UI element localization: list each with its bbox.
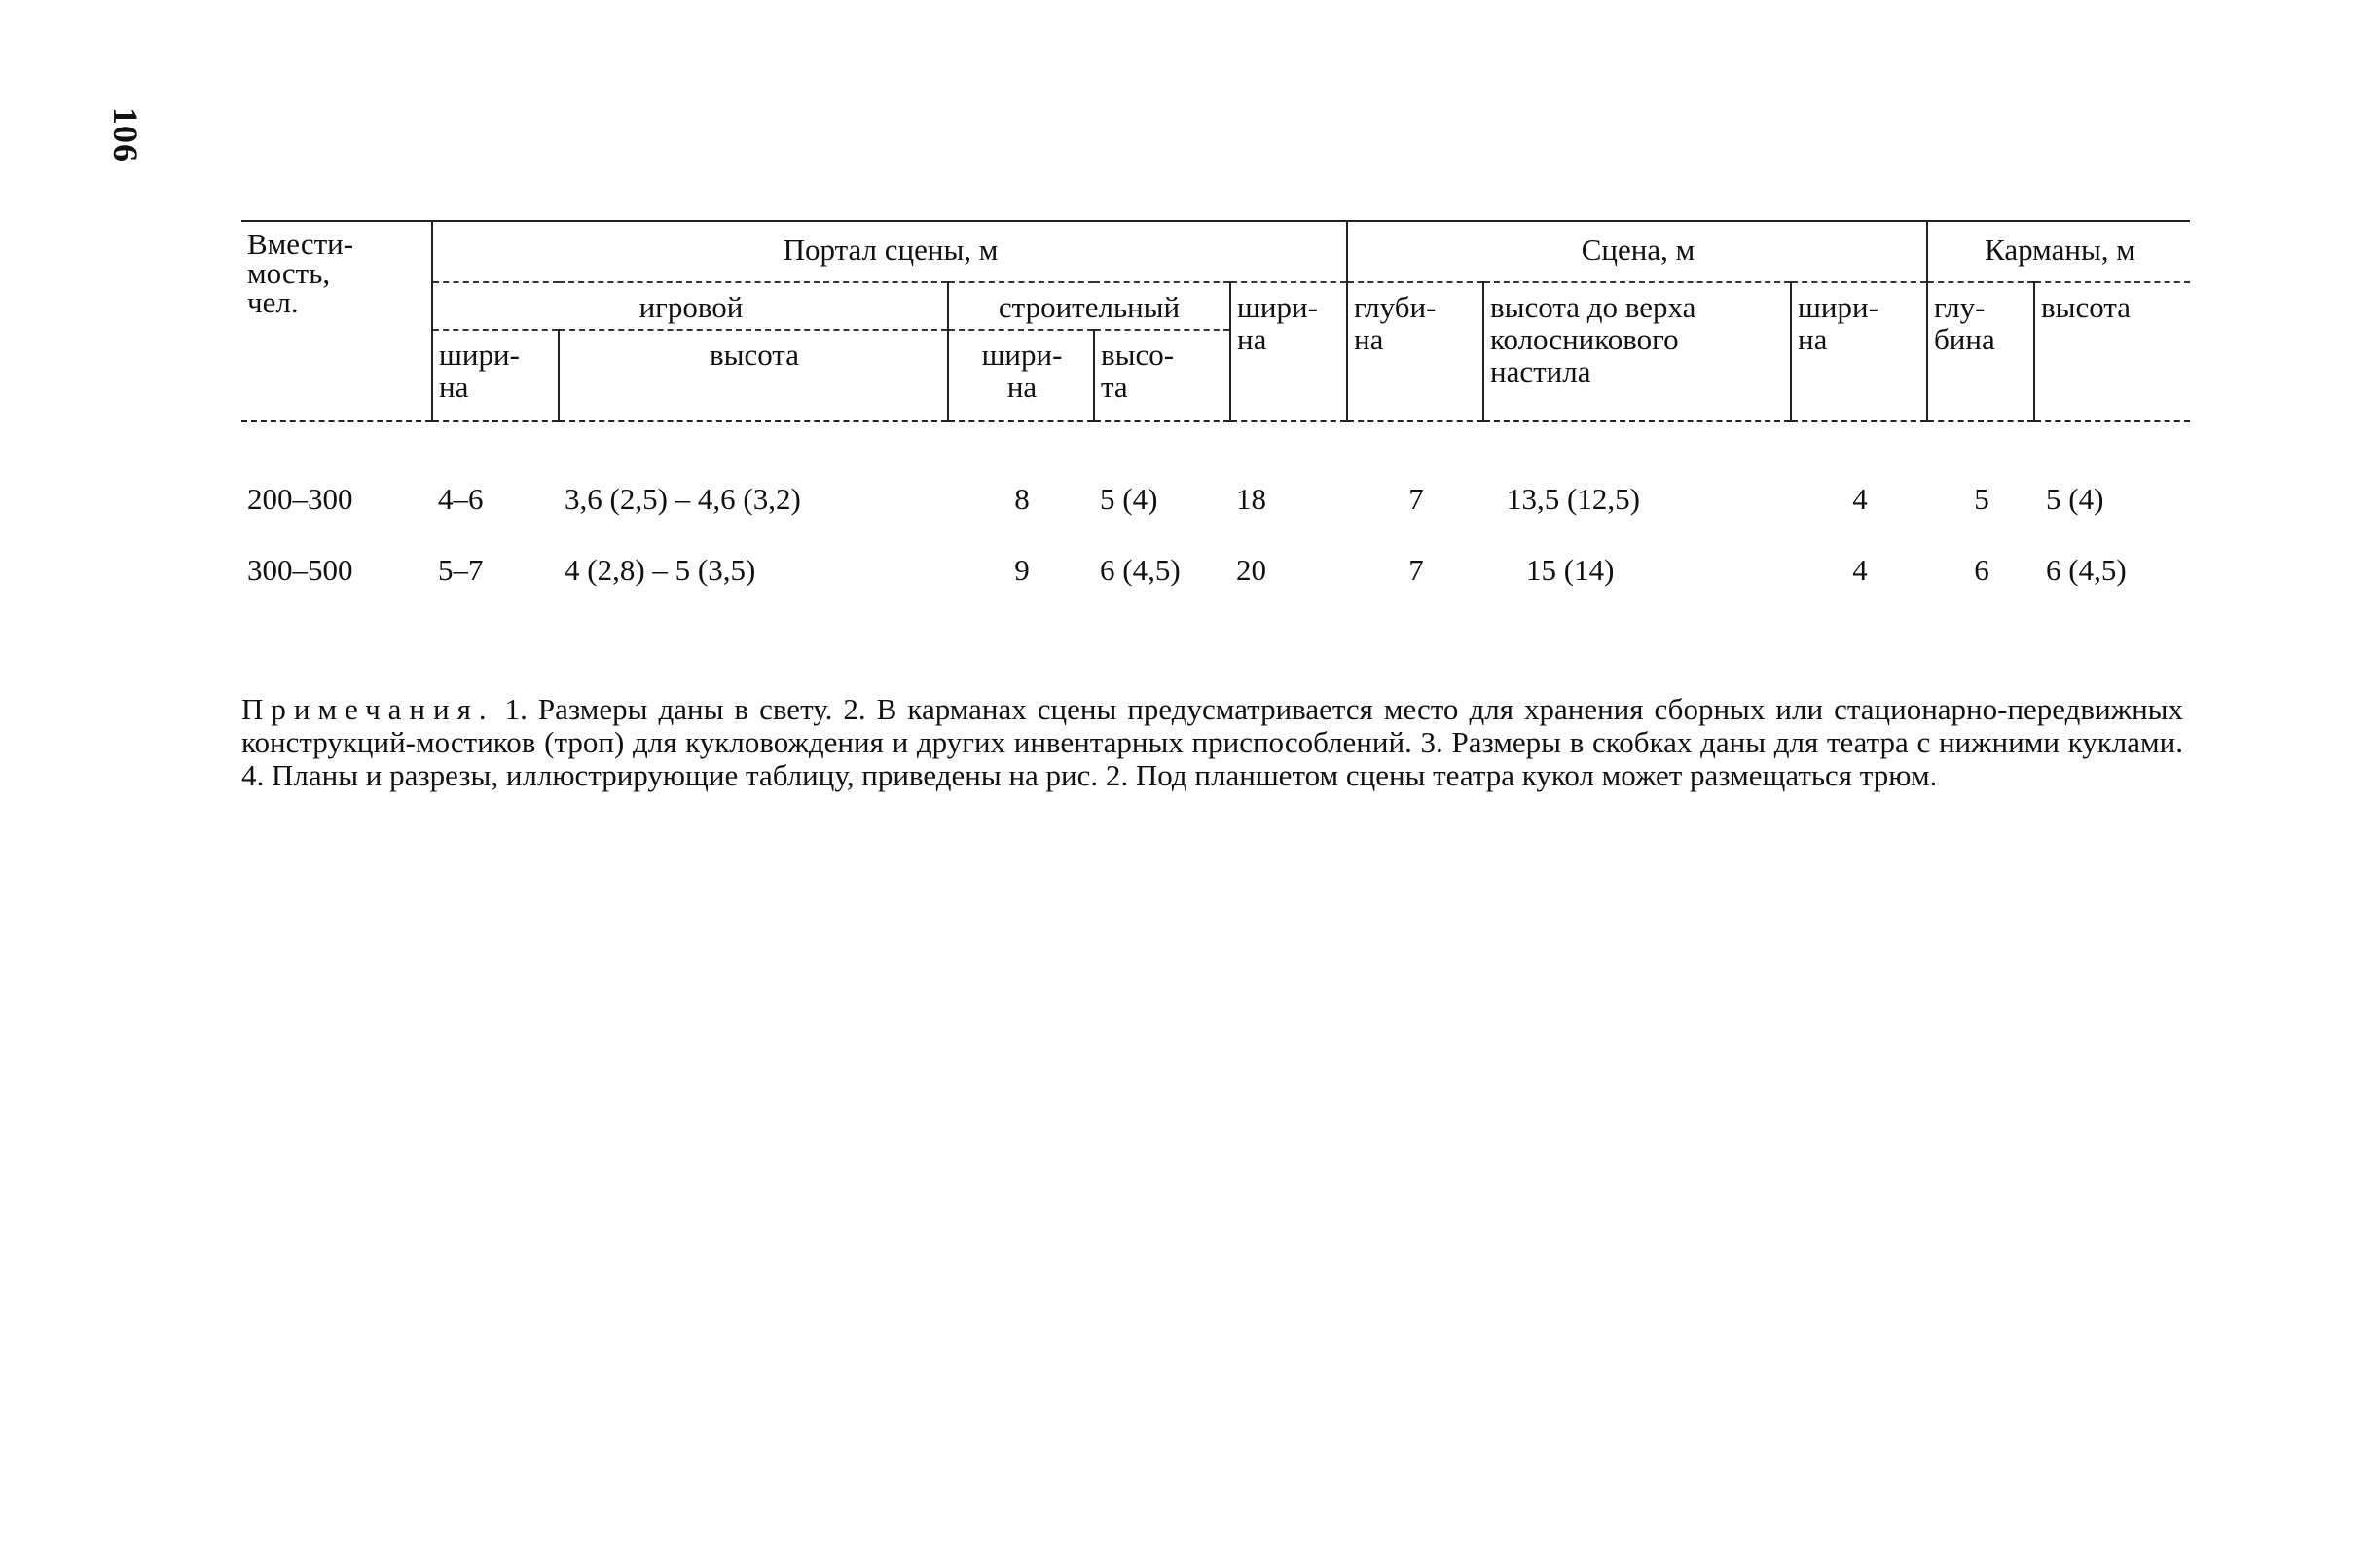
header-stage-depth: глуби- на bbox=[1347, 282, 1483, 421]
cell-stage-depth: 7 bbox=[1408, 553, 1424, 587]
header-stage-height: высота до верха колосникового настила bbox=[1483, 282, 1791, 421]
table-notes bbox=[241, 693, 2183, 792]
cell-stage-width: 20 bbox=[1236, 553, 1266, 587]
cell-stage-height: 13,5 (12,5) bbox=[1483, 421, 1791, 534]
table-body bbox=[241, 421, 2190, 605]
header-portal: Портал сцены, м bbox=[432, 221, 1347, 282]
cell-game-height: 3,6 (2,5) – 4,6 (3,2) bbox=[559, 421, 948, 534]
header-pockets: Карманы, м bbox=[1927, 221, 2190, 282]
header-game-height: высота bbox=[559, 330, 948, 421]
header-build-width: шири- на bbox=[948, 330, 1094, 421]
cell-pocket-width: 4 bbox=[1852, 553, 1868, 587]
spec-table-container bbox=[241, 220, 2190, 605]
notes-heading: Примечания. bbox=[241, 692, 494, 726]
cell-capacity: 200–300 bbox=[241, 421, 432, 534]
cell-game-width: 5–7 bbox=[438, 553, 484, 587]
header-pocket-width: шири- на bbox=[1791, 282, 1927, 421]
header-stage: Сцена, м bbox=[1347, 221, 1927, 282]
cell-build-width: 8 bbox=[948, 421, 1094, 534]
header-pocket-height: высота bbox=[2034, 282, 2190, 421]
header-portal-build: строительный bbox=[948, 282, 1230, 330]
cell-stage-depth: 7 bbox=[1347, 421, 1483, 534]
cell-build-height: 5 (4) bbox=[1094, 421, 1230, 534]
cell-game-height: 4 (2,8) – 5 (3,5) bbox=[565, 553, 756, 587]
header-build-height: высо- та bbox=[1094, 330, 1230, 421]
cell-pocket-depth: 5 bbox=[1927, 421, 2034, 534]
header-stage-width: шири- на bbox=[1230, 282, 1347, 421]
cell-stage-width: 18 bbox=[1230, 421, 1347, 534]
header-game-width: шири- на bbox=[432, 330, 559, 421]
cell-build-width: 9 bbox=[1014, 553, 1030, 587]
table-row bbox=[241, 421, 2190, 534]
cell-pocket-height: 6 (4,5) bbox=[2046, 553, 2127, 587]
stage-dimensions-table bbox=[241, 220, 2190, 605]
cell-pocket-height: 5 (4) bbox=[2034, 421, 2190, 534]
header-portal-game: игровой bbox=[432, 282, 948, 330]
cell-stage-height: 15 (14) bbox=[1526, 553, 1615, 587]
table-header bbox=[241, 221, 2190, 421]
page-number: 106 bbox=[106, 107, 145, 163]
cell-pocket-depth: 6 bbox=[1974, 553, 1989, 587]
cell-build-height: 6 (4,5) bbox=[1100, 553, 1181, 587]
cell-game-width: 4–6 bbox=[432, 421, 559, 534]
header-pocket-depth: глу- бина bbox=[1927, 282, 2034, 421]
cell-capacity: 300–500 bbox=[247, 553, 353, 587]
notes-text: 1. Размеры даны в свету. 2. В карманах сцены предусматривается место для хранения сборных или стационарно-передвижных конструкций-мостиков (троп) для кукловождения и других инвентарных приспособлений. 3. Размеры в скобках даны для театра с нижними куклами. 4. Планы и разрезы, иллюстрирующие таблицу, приведены на рис. 2. Под планшетом сцены театра кукол может размещаться трюм. bbox=[241, 692, 2183, 792]
cell-pocket-width: 4 bbox=[1791, 421, 1927, 534]
table-row bbox=[241, 534, 2190, 605]
header-capacity: Вмести- мость, чел. bbox=[241, 221, 432, 421]
